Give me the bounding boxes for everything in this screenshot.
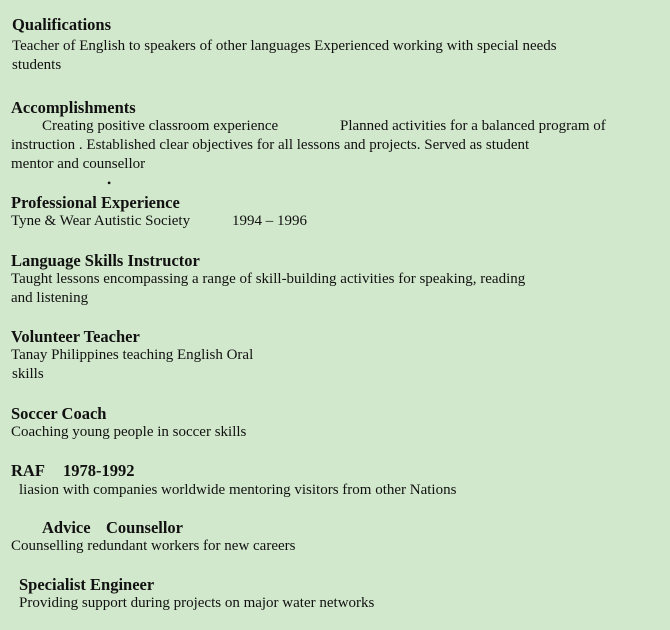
raf-heading: RAF: [11, 461, 45, 480]
raf-dates: 1978-1992: [63, 461, 135, 480]
soccer-coach-text: Coaching young people in soccer skills: [11, 424, 247, 440]
volunteer-teacher-heading: Volunteer Teacher: [11, 327, 140, 346]
volunteer-teacher-text-line-1: Tanay Philippines teaching English Oral: [11, 347, 254, 363]
advice-heading: Advice: [42, 518, 91, 537]
accomplishments-text-line-3: mentor and counsellor: [11, 156, 146, 172]
language-skills-text-line-1: Taught lessons encompassing a range of skill-building activities for speaking, reading: [11, 271, 526, 287]
employment-dates: 1994 – 1996: [232, 213, 307, 229]
accomplishments-text-line-2: instruction . Established clear objectives for all lessons and projects. Served as student: [11, 137, 530, 153]
qualifications-heading: Qualifications: [12, 15, 112, 34]
specialist-engineer-heading: Specialist Engineer: [19, 575, 155, 594]
advice-counsellor-text: Counselling redundant workers for new careers: [11, 538, 296, 554]
accomplishments-item-1: Creating positive classroom experience: [42, 118, 279, 134]
professional-experience-heading: Professional Experience: [11, 193, 180, 212]
qualifications-text-line-1: Teacher of English to speakers of other languages Experienced working with special needs: [12, 38, 557, 54]
accomplishments-item-2: Planned activities for a balanced program of: [340, 118, 606, 134]
employer-name: Tyne & Wear Autistic Society: [11, 213, 191, 229]
qualifications-text-line-2: students: [12, 57, 62, 73]
raf-text: liasion with companies worldwide mentoring visitors from other Nations: [19, 482, 457, 498]
language-skills-text-line-2: and listening: [11, 290, 89, 306]
volunteer-teacher-text-line-2: skills: [12, 366, 44, 382]
counsellor-heading: Counsellor: [106, 518, 184, 537]
accomplishments-heading: Accomplishments: [11, 98, 136, 117]
language-skills-heading: Language Skills Instructor: [11, 251, 200, 270]
specialist-engineer-text: Providing support during projects on major water networks: [19, 595, 375, 611]
bullet-icon: •: [107, 176, 112, 190]
soccer-coach-heading: Soccer Coach: [11, 404, 107, 423]
